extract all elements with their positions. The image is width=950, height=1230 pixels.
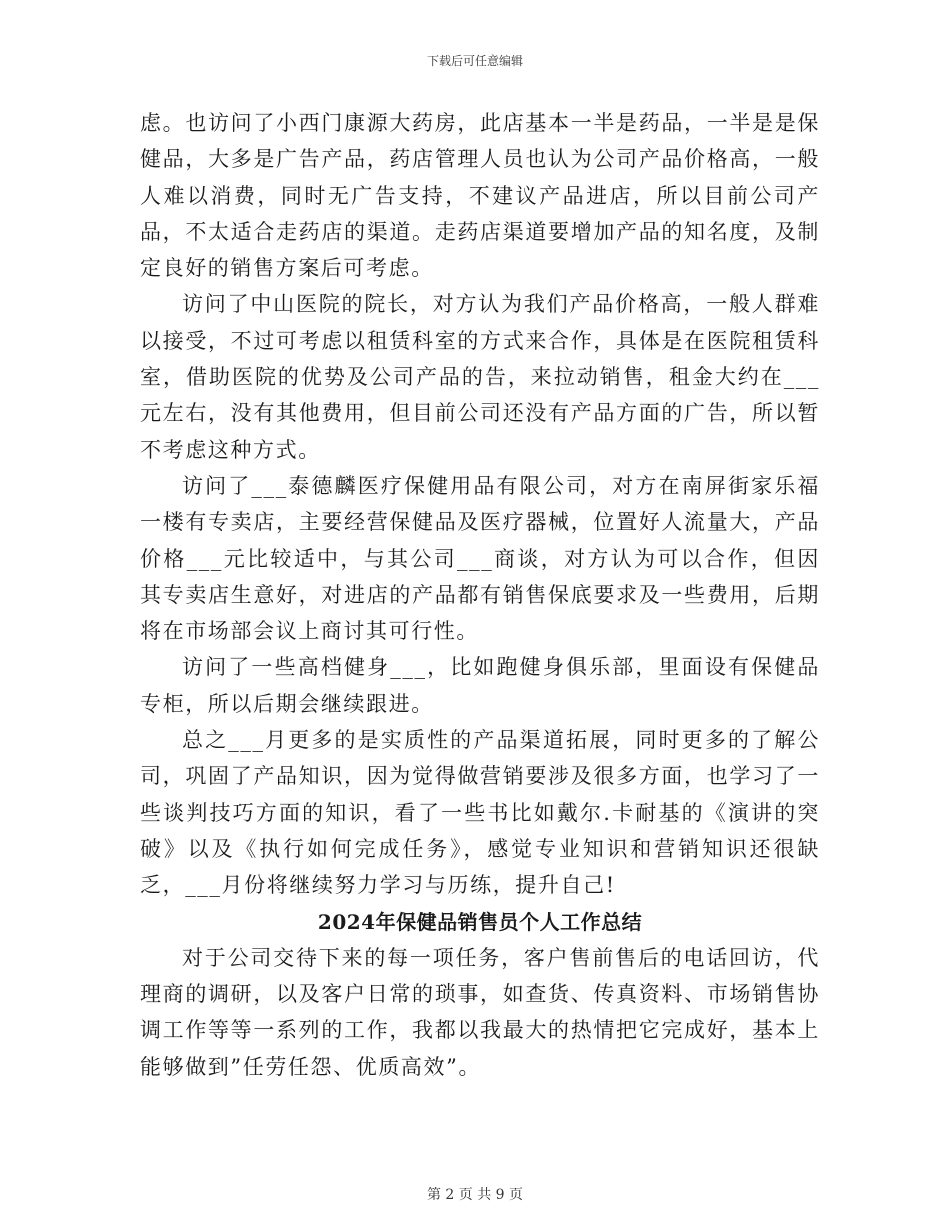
page-header: 下载后可任意编辑 <box>426 54 523 68</box>
paragraph-5: 总之___月更多的是实质性的产品渠道拓展，同时更多的了解公司，巩固了产品知识，因为觉得做营销要涉及很多方面，也学习了一些谈判技巧方面的知识，看了一些书比如戴尔.卡耐基的《演讲的突破》以及《执行如何完成任务》，感觉专业知识和营销知识还很缺乏，___月份将继续努力学习与历练，提升自己! <box>140 728 820 898</box>
section-heading: 2024年保健品销售员个人工作总结 <box>317 909 643 934</box>
document-body <box>140 105 820 1085</box>
paragraph-3: 访问了___泰德麟医疗保健用品有限公司，对方在南屏街家乐福一楼有专卖店，主要经营保健品及医疗器械，位置好人流量大，产品价格___元比较适中，与其公司___商谈，对方认为可以合作，但因其专卖店生意好，对进店的产品都有销售保底要求及一些费用，后期将在市场部会议上商讨其可行性。 <box>140 473 820 644</box>
paragraph-4: 访问了一些高档健身___，比如跑健身俱乐部，里面设有保健品专柜，所以后期会继续跟进。 <box>140 655 820 716</box>
page-footer: 第 2 页 共 9 页 <box>426 1187 524 1203</box>
paragraph-2: 访问了中山医院的院长，对方认为我们产品价格高，一般人群难以接受，不过可考虑以租赁科室的方式来合作，具体是在医院租赁科室，借助医院的优势及公司产品的告，来拉动销售，租金大约在___元左右，没有其他费用，但目前公司还没有产品方面的广告，所以暂不考虑这种方式。 <box>140 292 820 462</box>
paragraph-6: 对于公司交待下来的每一项任务，客户售前售后的电话回访，代理商的调研，以及客户日常的琐事，如查货、传真资料、市场销售协调工作等等一系列的工作，我都以我最大的热情把它完成好，基本上能够做到”任劳任怨、优质高效”。 <box>140 945 820 1079</box>
paragraph-1: 虑。也访问了小西门康源大药房，此店基本一半是药品，一半是是保健品，大多是广告产品，药店管理人员也认为公司产品价格高，一般人难以消费，同时无广告支持，不建议产品进店，所以目前公司产品，不太适合走药店的渠道。走药店渠道要增加产品的知名度，及制定良好的销售方案后可考虑。 <box>140 111 820 281</box>
